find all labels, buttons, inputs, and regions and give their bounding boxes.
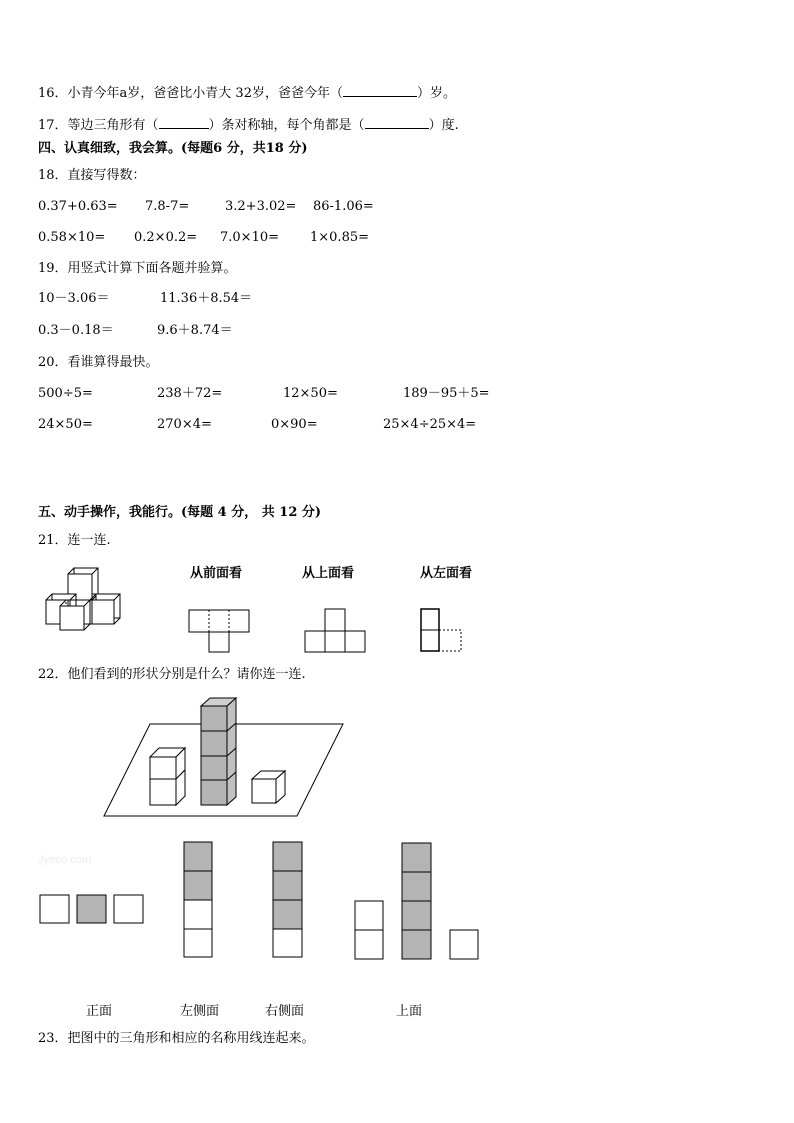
q22-option-right[interactable]: [273, 842, 302, 957]
q22-option-top[interactable]: [355, 843, 478, 959]
q20-item: 238＋72=: [157, 386, 223, 401]
front-view-shape[interactable]: [189, 610, 249, 652]
section-5-heading: 五、动手操作，我能行。(每题 4 分， 共 12 分): [38, 505, 322, 520]
question-22-title: 22．他们看到的形状分别是什么？请你连一连.: [38, 667, 306, 682]
label-front[interactable]: 正面: [86, 1004, 113, 1019]
q19-item: 11.36＋8.54＝: [160, 291, 253, 306]
q20-item: 189－95＋5=: [403, 386, 490, 401]
q18-item: 0.37+0.63=: [38, 199, 118, 214]
question-18-title: 18．直接写得数：: [38, 168, 146, 183]
left-view-shape[interactable]: [421, 609, 461, 651]
top-view-shape[interactable]: [305, 609, 365, 652]
q20-item: 500÷5=: [38, 386, 93, 401]
label-left-side[interactable]: 左侧面: [180, 1004, 220, 1019]
q18-item: 7.8-7=: [145, 199, 190, 214]
question-23-title: 23．把图中的三角形和相应的名称用线连起来。: [38, 1031, 315, 1046]
q16-suffix: ）岁。: [416, 86, 456, 101]
q18-item: 3.2+3.02=: [225, 199, 297, 214]
q17-prefix: 17．等边三角形有（: [38, 118, 159, 133]
q18-item: 1×0.85=: [310, 230, 370, 245]
q20-item: 270×4=: [157, 417, 212, 432]
q19-item: 0.3－0.18＝: [38, 323, 114, 338]
view-label-front: 从前面看: [190, 566, 243, 581]
q17-mid: ）条对称轴，每个角都是（: [208, 118, 365, 133]
q22-scene-figure: [104, 698, 343, 816]
q18-item: 0.58×10=: [38, 230, 106, 245]
question-19-title: 19．用竖式计算下面各题并验算。: [38, 261, 237, 276]
q22-option-front[interactable]: [40, 895, 143, 923]
q19-item: 9.6＋8.74＝: [157, 323, 233, 338]
label-top[interactable]: 上面: [396, 1004, 423, 1019]
q20-item: 12×50=: [283, 386, 338, 401]
q20-item: 25×4÷25×4=: [383, 417, 477, 432]
q18-item: 7.0×10=: [220, 230, 280, 245]
view-label-left: 从左面看: [420, 566, 473, 581]
q20-item: 24×50=: [38, 417, 93, 432]
view-label-top: 从上面看: [302, 566, 355, 581]
question-21-title: 21．连一连.: [38, 533, 111, 548]
section-4-heading: 四、认真细致，我会算。(每题6 分，共18 分): [38, 141, 308, 156]
q19-item: 10－3.06＝: [38, 291, 110, 306]
q18-item: 0.2×0.2=: [134, 230, 198, 245]
watermark-text: Jyeoo.com: [38, 854, 92, 866]
q18-item: 86-1.06=: [313, 199, 374, 214]
q16-prefix: 16．小青今年a岁，爸爸比小青大 32岁，爸爸今年（: [38, 86, 343, 101]
q17-suffix: ）度.: [428, 118, 459, 133]
label-right-side[interactable]: 右侧面: [265, 1004, 305, 1019]
q20-item: 0×90=: [271, 417, 318, 432]
question-20-title: 20．看谁算得最快。: [38, 355, 159, 370]
q22-option-left[interactable]: [184, 842, 212, 957]
cube-cluster-figure: [46, 568, 120, 630]
